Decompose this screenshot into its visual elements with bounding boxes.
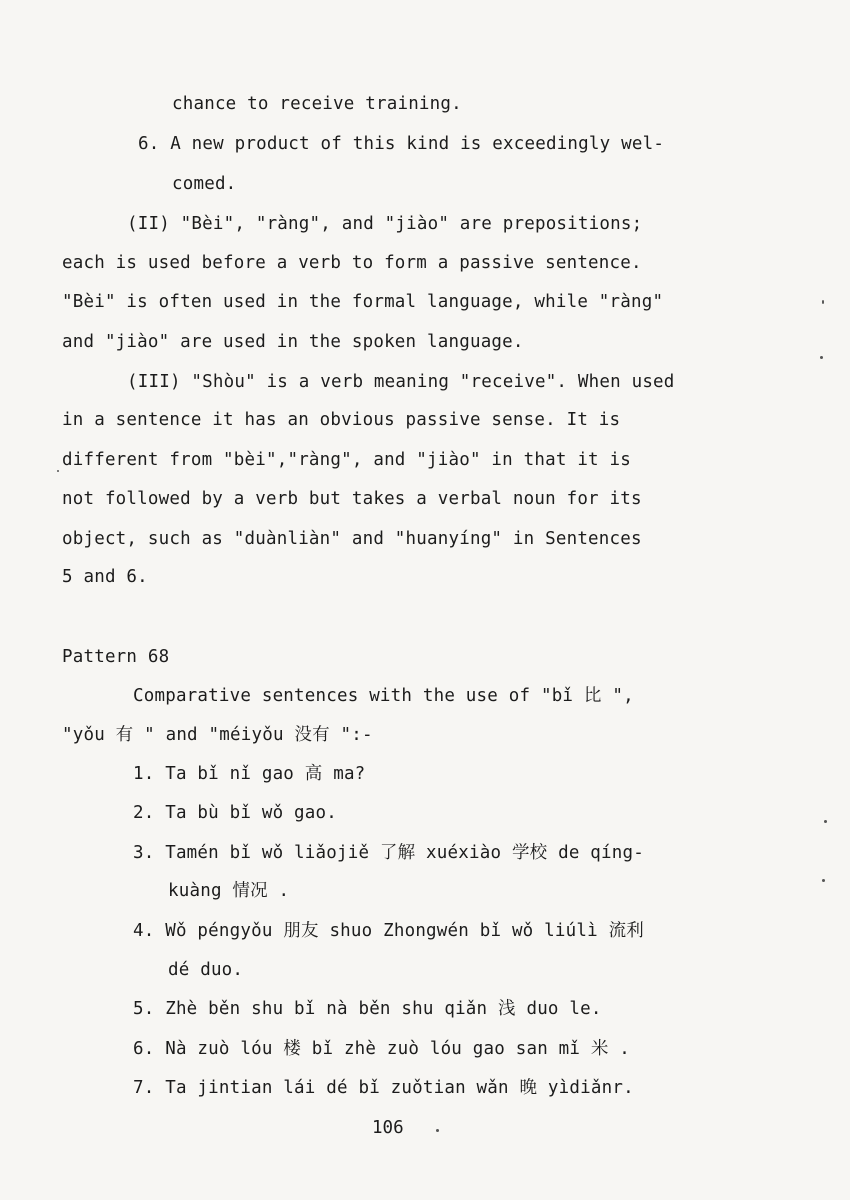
text-line-15: Comparative sentences with the use of "bǐ 比 ", — [133, 686, 634, 706]
scan-speck — [824, 820, 827, 823]
section-heading: Pattern 68 — [62, 647, 170, 667]
scan-speck — [820, 356, 823, 359]
example-5: 5. Zhè běn shu bǐ nà běn shu qiǎn 浅 duo le. — [133, 999, 602, 1019]
text-line-10: different from "bèi","ràng", and "jiào" in that it is — [62, 450, 632, 470]
scan-speck — [436, 1129, 439, 1132]
scan-speck — [57, 470, 59, 472]
text-line-8: (III) "Shòu" is a verb meaning "receive". When used — [127, 372, 675, 392]
text-line-11: not followed by a verb but takes a verbal noun for its — [62, 489, 642, 509]
text-line-5: each is used before a verb to form a passive sentence. — [62, 253, 642, 273]
text-line-12: object, such as "duànliàn" and "huanyíng" in Sentences — [62, 529, 642, 549]
example-3: 3. Tamén bǐ wǒ liǎojiě 了解 xuéxiào 学校 de qíng- — [133, 843, 644, 863]
text-line-6: "Bèi" is often used in the formal language, while "ràng" — [62, 292, 664, 312]
example-4: 4. Wǒ péngyǒu 朋友 shuo Zhongwén bǐ wǒ liúlì 流利 — [133, 921, 644, 941]
page-number: 106 — [372, 1118, 404, 1138]
example-7: 7. Ta jintian lái dé bǐ zuǒtian wǎn 晚 yìdiǎnr. — [133, 1078, 634, 1098]
example-4-cont: dé duo. — [168, 960, 244, 980]
text-line-7: and "jiào" are used in the spoken language. — [62, 332, 524, 352]
text-line-9: in a sentence it has an obvious passive sense. It is — [62, 410, 621, 430]
scan-speck — [822, 879, 825, 882]
example-6: 6. Nà zuò lóu 楼 bǐ zhè zuò lóu gao san mǐ 米 . — [133, 1039, 631, 1059]
example-1: 1. Ta bǐ nǐ gao 高 ma? — [133, 764, 366, 784]
text-line-4: (II) "Bèi", "ràng", and "jiào" are prepositions; — [127, 214, 643, 234]
example-3-cont: kuàng 情况 . — [168, 881, 290, 901]
example-2: 2. Ta bù bǐ wǒ gao. — [133, 803, 337, 823]
text-line-13: 5 and 6. — [62, 567, 148, 587]
text-line-2: 6. A new product of this kind is exceedingly wel- — [138, 134, 665, 154]
text-line-3: comed. — [172, 174, 237, 194]
text-line-1: chance to receive training. — [172, 94, 462, 114]
text-line-16: "yǒu 有 " and "méiyǒu 没有 ":- — [62, 725, 373, 745]
scan-speck — [822, 300, 824, 304]
